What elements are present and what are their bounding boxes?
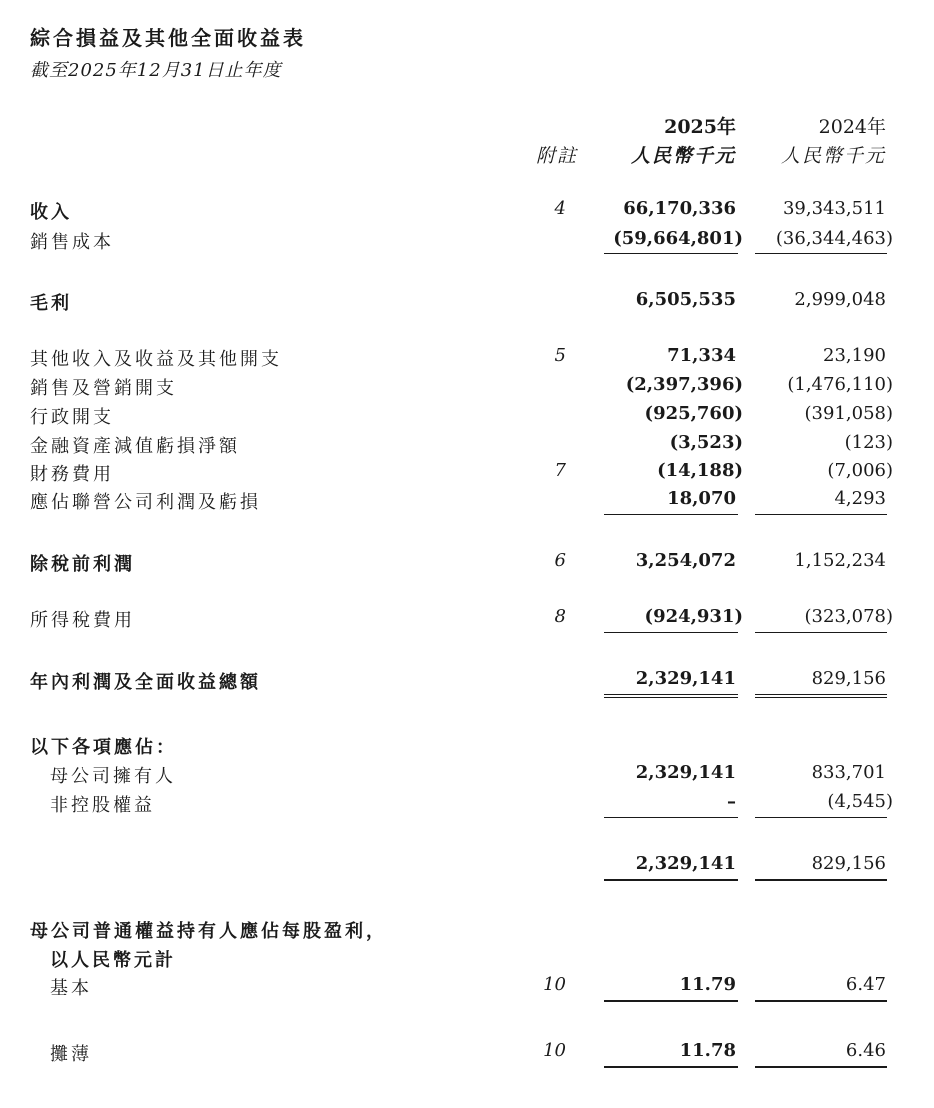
- row-value-2025: (14,188): [657, 460, 743, 481]
- subtotal-rule: [755, 817, 887, 818]
- row-note: 8: [554, 606, 566, 627]
- subtotal-rule: [755, 632, 887, 633]
- total-rule: [755, 879, 887, 881]
- row-value-2025: (3,523): [669, 432, 743, 453]
- total-rule: [604, 694, 738, 695]
- row-value-2025: 6,505,535: [635, 289, 736, 310]
- row-label: 其他收入及收益及其他開支: [30, 349, 282, 370]
- row-value-2024: 829,156: [811, 853, 886, 874]
- total-rule: [604, 879, 738, 881]
- row-label: 銷售成本: [30, 232, 114, 253]
- total-rule: [755, 1000, 887, 1002]
- row-note: 10: [543, 974, 566, 995]
- row-label: 攤薄: [50, 1044, 92, 1065]
- row-value-2024: 1,152,234: [794, 550, 886, 571]
- statement-title: 綜合損益及其他全面收益表: [30, 26, 306, 50]
- row-value-2024: (391,058): [804, 403, 893, 424]
- row-value-2025: 2,329,141: [635, 762, 736, 783]
- row-label: 應佔聯營公司利潤及虧損: [30, 492, 261, 513]
- row-value-2025: 71,334: [667, 345, 736, 366]
- subtotal-rule: [604, 632, 738, 633]
- row-value-2024: 829,156: [811, 668, 886, 689]
- row-value-2024: (1,476,110): [787, 374, 893, 395]
- row-value-2025: 2,329,141: [635, 668, 736, 689]
- row-label: 收入: [30, 202, 72, 223]
- row-value-2025: (59,664,801): [613, 228, 743, 249]
- row-value-2024: 39,343,511: [782, 198, 886, 219]
- row-label: 母公司擁有人: [50, 766, 176, 787]
- row-note: 7: [554, 460, 566, 481]
- row-label: 銷售及營銷開支: [30, 378, 177, 399]
- row-value-2025: 18,070: [667, 488, 736, 509]
- row-value-2024: 6.46: [845, 1040, 886, 1061]
- row-label: 除稅前利潤: [30, 554, 135, 575]
- row-value-2025: 11.79: [679, 974, 736, 995]
- subtotal-rule: [755, 514, 887, 515]
- section-heading: 以下各項應佔：: [30, 737, 177, 758]
- row-label: 所得稅費用: [30, 610, 135, 631]
- header-2024-unit: 人民幣千元: [780, 145, 886, 167]
- row-value-2024: (4,545): [827, 791, 893, 812]
- row-value-2024: (323,078): [804, 606, 893, 627]
- subtotal-rule: [604, 817, 738, 818]
- row-value-2024: 6.47: [845, 974, 886, 995]
- row-value-2024: 2,999,048: [794, 289, 886, 310]
- statement-period: 截至2025年12月31日止年度: [30, 60, 282, 81]
- row-label: 金融資產減值虧損淨額: [30, 436, 240, 457]
- total-rule: [604, 697, 738, 698]
- total-rule: [755, 694, 887, 695]
- row-label: 基本: [50, 978, 92, 999]
- subtotal-rule: [604, 514, 738, 515]
- section-heading: 母公司普通權益持有人應佔每股盈利，: [30, 921, 387, 942]
- row-value-2025: (925,760): [644, 403, 743, 424]
- row-value-2025: 3,254,072: [635, 550, 736, 571]
- total-rule: [755, 697, 887, 698]
- row-value-2025: 2,329,141: [635, 853, 736, 874]
- header-2025-unit: 人民幣千元: [630, 145, 736, 167]
- row-value-2025: 11.78: [679, 1040, 736, 1061]
- row-note: 5: [554, 345, 566, 366]
- total-rule: [604, 1000, 738, 1002]
- row-value-2024: 833,701: [811, 762, 886, 783]
- row-label: 行政開支: [30, 407, 114, 428]
- section-heading: 以人民幣元計: [50, 950, 176, 971]
- row-label: 毛利: [30, 293, 72, 314]
- row-value-2024: 4,293: [834, 488, 886, 509]
- row-note: 4: [554, 198, 566, 219]
- row-label: 非控股權益: [50, 795, 155, 816]
- total-rule: [604, 1066, 738, 1068]
- row-label: 年內利潤及全面收益總額: [30, 672, 261, 693]
- header-note: 附註: [535, 145, 578, 167]
- subtotal-rule: [755, 253, 887, 254]
- row-value-2024: (7,006): [827, 460, 893, 481]
- row-note: 6: [554, 550, 566, 571]
- row-value-2024: (36,344,463): [775, 228, 893, 249]
- header-2025-year: 2025年: [664, 116, 736, 138]
- row-value-2025: (924,931): [644, 606, 743, 627]
- row-value-2025: –: [727, 791, 736, 812]
- row-note: 10: [543, 1040, 566, 1061]
- row-value-2025: 66,170,336: [623, 198, 736, 219]
- header-2024-year: 2024年: [818, 116, 886, 138]
- row-value-2025: (2,397,396): [625, 374, 743, 395]
- row-value-2024: (123): [844, 432, 893, 453]
- row-value-2024: 23,190: [823, 345, 886, 366]
- row-label: 財務費用: [30, 464, 114, 485]
- subtotal-rule: [604, 253, 738, 254]
- total-rule: [755, 1066, 887, 1068]
